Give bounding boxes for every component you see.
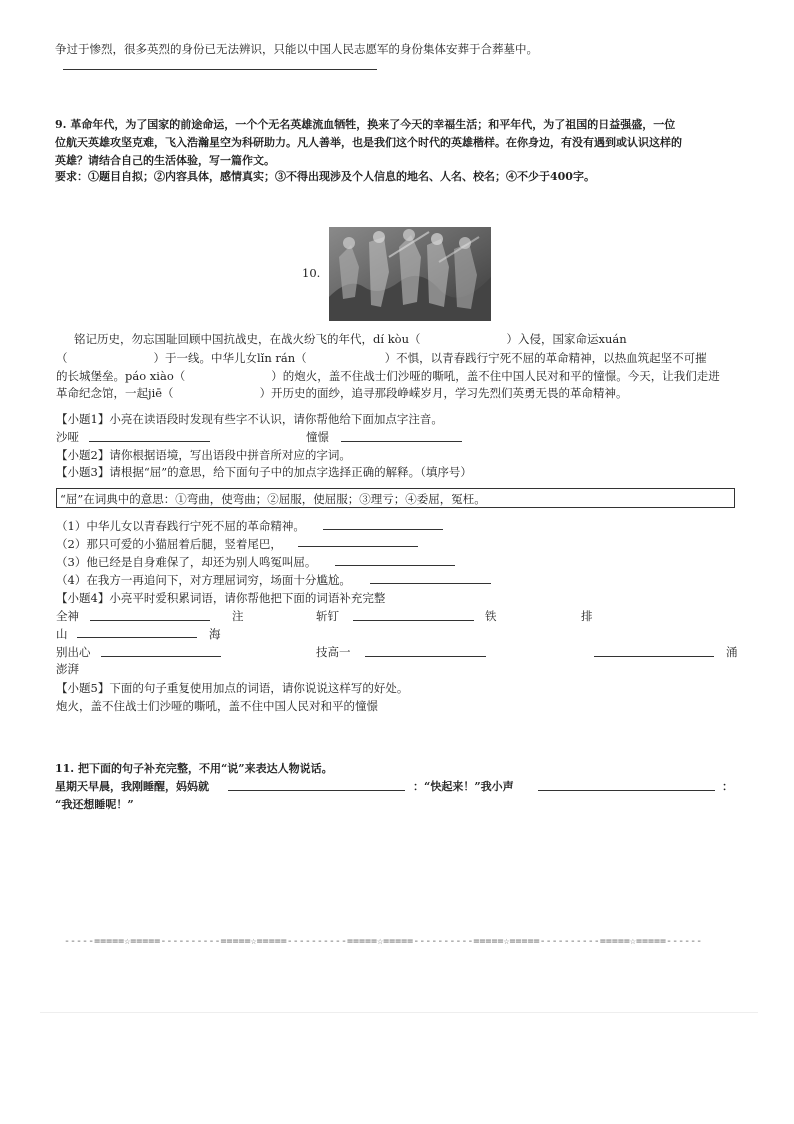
- answer-line-s3[interactable]: [335, 565, 455, 566]
- idiom-biechuxin: 别出心: [56, 645, 91, 659]
- idiom-shan: 山: [56, 627, 68, 641]
- idiom-tie: 铁: [485, 609, 497, 623]
- q10-passage-line3: 的长城堡垒。páo xiào（ ）的炮火，盖不住战士们沙哑的嘶吼，盖不住中国人民对和平的憧憬。今天，让我们走进: [56, 369, 720, 383]
- q11-colon: ：: [722, 780, 733, 793]
- q11-sentence-start: 星期天早晨，我刚睡醒，妈妈就: [55, 780, 209, 793]
- idiom-quanshen: 全神: [56, 609, 79, 623]
- answer-line-yong[interactable]: [594, 656, 714, 657]
- answer-line-s4[interactable]: [370, 583, 491, 584]
- sentence-1: （1）中华儿女以青春践行宁死不屈的革命精神。: [56, 519, 305, 533]
- idiom-zhanding: 斩钉: [316, 609, 339, 623]
- definition-text: “屈”在词典中的意思：①弯曲，使弯曲；②屈服，使屈服；③理亏；④委屈，冤枉。: [60, 492, 486, 506]
- q9-line1: 9. 革命年代，为了国家的前途命运，一个个无名英雄流血牺牲，换来了今天的幸福生活；和平年代，为了祖国的日益强盛，一位: [55, 118, 676, 131]
- q9-line2: 位航天英雄攻坚克难，飞入浩瀚星空为科研助力。凡人善举，也是我们这个时代的英雄楷样。在你身边，有没有遇到或认识这样的: [55, 136, 682, 149]
- sub-question-1: 【小题1】小亮在读语段时发现有些字不认识，请你帮他给下面加点字注音。: [56, 412, 443, 426]
- answer-line-shan[interactable]: [77, 637, 197, 638]
- sub-question-2: 【小题2】请你根据语境，写出语段中拼音所对应的字词。: [56, 448, 351, 462]
- intro-text: 争过于惨烈，很多英烈的身份已无法辨识，只能以中国人民志愿军的身份集体安葬于合葬墓中。: [55, 42, 538, 56]
- answer-line-zhanding[interactable]: [353, 620, 474, 621]
- q10-passage-line1: 铭记历史，勿忘国耻回顾中国抗战史，在战火纷飞的年代，dí kòu（ ）入侵，国家命运xuán: [74, 332, 627, 346]
- sub-question-3: 【小题3】请根据“屈”的意思，给下面句子中的加点字选择正确的解释。（填序号）: [56, 465, 472, 479]
- q10-number: 10.: [302, 266, 321, 280]
- decorative-divider: -----=====☆=====----------=====☆=====----------=====☆=====----------=====☆=====----------=====☆=====------: [64, 936, 703, 947]
- answer-line-shaya[interactable]: [89, 441, 210, 442]
- q9-line3: 英雄？请结合自己的生活体验，写一篇作文。: [55, 154, 275, 167]
- q11-sentence-end: “我还想睡呢！”: [55, 798, 134, 811]
- idiom-pengpai: 澎湃: [56, 662, 79, 676]
- sub-question-5: 【小题5】下面的句子重复使用加点的词语，请你说说这样写的好处。: [56, 681, 409, 695]
- answer-line-quanshen[interactable]: [90, 620, 210, 621]
- page-bottom-rule: [40, 1012, 758, 1013]
- word-shaya: 沙哑: [56, 430, 79, 444]
- sentence-5: 炮火，盖不住战士们沙哑的嘶吼，盖不住中国人民对和平的憧憬: [56, 699, 378, 713]
- idiom-jigaoyi: 技高一: [316, 645, 351, 659]
- answer-line-me[interactable]: [538, 790, 715, 791]
- answer-line[interactable]: [63, 69, 377, 70]
- sentence-4: （4）在我方一再追问下，对方理屈词穷，场面十分尴尬。: [56, 573, 351, 587]
- answer-line-jigaoyi[interactable]: [365, 656, 486, 657]
- idiom-yong: 涌: [726, 645, 738, 659]
- q10-passage-line4: 革命纪念馆，一起jiē（ ）开历史的面纱，追寻那段峥嵘岁月，学习先烈们英勇无畏的革命精神。: [56, 386, 628, 400]
- q11-sentence-middle: ：“快起来！”我小声: [413, 780, 514, 793]
- idiom-hai: 海: [209, 627, 221, 641]
- answer-line-chongjing[interactable]: [341, 441, 462, 442]
- answer-line-mom[interactable]: [228, 790, 405, 791]
- idiom-zhu: 注: [232, 609, 244, 623]
- answer-line-biechuxin[interactable]: [101, 656, 221, 657]
- word-chongjing: 憧憬: [306, 430, 329, 444]
- q10-passage-line2: （ ）于一线。中华儿女lǐn rán（ ）不惧，以青春践行宁死不屈的革命精神，以热血筑起坚不可摧: [56, 351, 707, 365]
- q9-requirements: 要求：①题目自拟；②内容具体，感情真实；③不得出现涉及个人信息的地名、人名、校名；④不少于400字。: [55, 170, 595, 183]
- idiom-pai: 排: [581, 609, 593, 623]
- answer-line-s1[interactable]: [323, 529, 443, 530]
- q11-prompt: 11. 把下面的句子补充完整，不用“说”来表达人物说话。: [55, 762, 333, 775]
- sub-question-4: 【小题4】小亮平时爱积累词语，请你帮他把下面的词语补充完整: [56, 591, 386, 605]
- relief-sculpture-image: [329, 227, 491, 321]
- sentence-3: （3）他已经是自身难保了，却还为别人鸣冤叫屈。: [56, 555, 317, 569]
- answer-line-s2[interactable]: [298, 546, 418, 547]
- sentence-2: （2）那只可爱的小猫屈着后腿，竖着尾巴，: [56, 537, 282, 551]
